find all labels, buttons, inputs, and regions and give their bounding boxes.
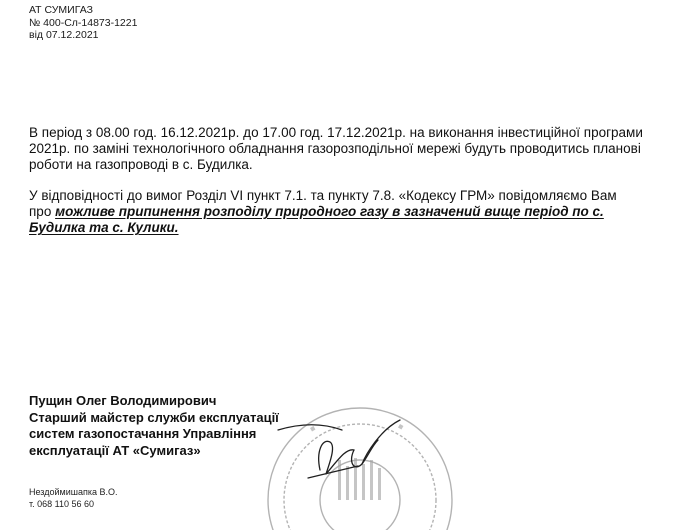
paragraph-works-notice: [29, 125, 669, 173]
paragraph-line: У відповідності до вимог Розділ VI пункт 7.1. та пункту 7.8. «Кодексу ГРМ» повідомляємо Вам: [29, 188, 617, 203]
paragraph-line: В період з 08.00 год. 16.12.2021р. до 17.00 год. 17.12.2021р. на виконання інвестиційної програми: [29, 125, 643, 140]
org-name: АТ СУМИГАЗ: [29, 4, 93, 16]
paragraph-line: [29, 220, 669, 236]
document-number: № 400-Сл-14873-1221: [29, 16, 138, 29]
emphasized-text: можливе припинення розподілу природного газу в зазначений вище період по с.: [55, 204, 604, 219]
executor-block: [29, 486, 117, 510]
signature-block: [29, 393, 279, 459]
document-date: від 07.12.2021: [29, 29, 99, 41]
signatory-title: експлуатації АТ «Сумигаз»: [29, 442, 201, 458]
executor-name: Нездоймишапка В.О.: [29, 487, 118, 497]
paragraph-line: роботи на газопроводі в с. Будилка.: [29, 157, 253, 172]
paragraph-line: 2021р. по заміні технологічного обладнання газорозподільної мережі будуть проводитись планові: [29, 141, 641, 156]
paragraph-supply-interruption: [29, 188, 669, 236]
signatory-name: Пущин Олег Володимирович: [29, 393, 217, 408]
paragraph-line: [29, 204, 669, 220]
stamp-and-signature-image: [250, 400, 510, 530]
executor-phone: т. 068 110 56 60: [29, 499, 95, 509]
signatory-title: систем газопостачання Управління: [29, 426, 257, 441]
emphasized-text: Будилка та с. Кулики.: [29, 220, 179, 235]
signatory-title: Старший майстер служби експлуатації: [29, 409, 279, 425]
document-reference: [29, 4, 137, 42]
paragraph-text: про: [29, 204, 56, 219]
